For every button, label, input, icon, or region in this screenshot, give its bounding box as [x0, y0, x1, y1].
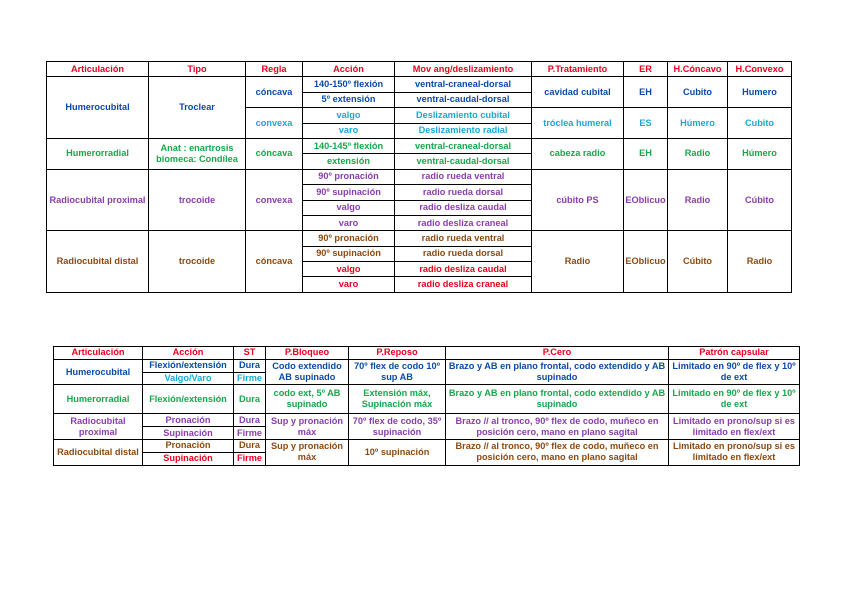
blocking-cell: Sup y pronación máx	[266, 414, 349, 440]
treatment-cell: Radio	[532, 231, 624, 293]
rule-cell: cóncava	[246, 138, 303, 169]
header-patron: Patrón capsular	[669, 347, 800, 360]
table-row	[47, 231, 792, 246]
st-cell: Firme	[234, 452, 266, 465]
header-bloqueo: P.Bloqueo	[266, 347, 349, 360]
action-cell: Supinación	[143, 452, 234, 465]
rest-cell: 70º flex de codo, 35º supinación	[349, 414, 446, 440]
joint-type-line: biomeca: Condílea	[156, 153, 238, 164]
er-cell: EH	[624, 77, 668, 108]
header-accion: Acción	[143, 347, 234, 360]
action-cell: valgo	[303, 262, 395, 277]
blocking-cell: Sup y pronación máx	[266, 439, 349, 465]
convex-cell: Cúbito	[728, 169, 792, 231]
action-cell: Pronación	[143, 414, 234, 427]
movement-cell: radio desliza caudal	[395, 262, 532, 277]
st-cell: Dura	[234, 385, 266, 414]
header-articulacion: Articulación	[54, 347, 143, 360]
er-cell: EH	[624, 138, 668, 169]
movement-cell: radio rueda dorsal	[395, 246, 532, 261]
treatment-cell: tróclea humeral	[532, 108, 624, 139]
concave-cell: Cubito	[668, 77, 728, 108]
joint-name: Radiocubital proximal	[47, 169, 149, 231]
header-reposo: P.Reposo	[349, 347, 446, 360]
movement-cell: ventral-craneal-dorsal	[395, 138, 532, 153]
rule-cell: cóncava	[246, 231, 303, 293]
treatment-cell: cavidad cubital	[532, 77, 624, 108]
st-cell: Dura	[234, 439, 266, 452]
er-cell: EOblicuo	[624, 169, 668, 231]
action-cell: varo	[303, 123, 395, 138]
concave-cell: Radio	[668, 169, 728, 231]
concave-cell: Húmero	[668, 108, 728, 139]
joint-type-line: Anat : enartrosis	[160, 142, 234, 153]
action-cell: varo	[303, 277, 395, 292]
convex-cell: Humero	[728, 77, 792, 108]
st-cell: Firme	[234, 372, 266, 385]
movement-cell: radio rueda ventral	[395, 231, 532, 246]
header-articulacion: Articulación	[47, 62, 149, 77]
table-row	[54, 385, 800, 414]
zero-cell: Brazo // al tronco, 90º flex de codo, muñeco en posición cero, mano en plano sagital	[446, 439, 669, 465]
st-cell: Dura	[234, 359, 266, 372]
action-cell: valgo	[303, 108, 395, 123]
joint-type	[149, 138, 246, 169]
table-joint-positions	[53, 346, 800, 466]
rule-cell: convexa	[246, 169, 303, 231]
movement-cell: radio desliza craneal	[395, 277, 532, 292]
header-tipo: Tipo	[149, 62, 246, 77]
joint-name: Humerocubital	[54, 359, 143, 385]
blocking-cell: Codo extendido AB supinado	[266, 359, 349, 385]
action-cell: 90º supinación	[303, 185, 395, 200]
table-arthrokinematics	[46, 61, 792, 293]
capsular-cell: Limitado en prono/sup si es limitado en flex/ext	[669, 439, 800, 465]
header-cero: P.Cero	[446, 347, 669, 360]
blocking-cell: codo ext, 5º AB supinado	[266, 385, 349, 414]
joint-type: trocoide	[149, 231, 246, 293]
action-cell: Valgo/Varo	[143, 372, 234, 385]
joint-name: Radiocubital distal	[47, 231, 149, 293]
table-row	[54, 414, 800, 427]
table-row	[47, 77, 792, 92]
joint-name: Radiocubital distal	[54, 439, 143, 465]
table-header-row	[54, 347, 800, 360]
rule-cell: cóncava	[246, 77, 303, 108]
joint-name: Humerorradial	[47, 138, 149, 169]
capsular-cell: Limitado en 90º de flex y 10º de ext	[669, 359, 800, 385]
header-st: ST	[234, 347, 266, 360]
action-cell: Pronación	[143, 439, 234, 452]
table-row	[47, 169, 792, 184]
rest-cell: 10º supinación	[349, 439, 446, 465]
movement-cell: ventral-caudal-dorsal	[395, 154, 532, 169]
table-row	[54, 439, 800, 452]
joint-type: trocoide	[149, 169, 246, 231]
action-cell: extensión	[303, 154, 395, 169]
table-row	[47, 138, 792, 153]
header-tratamiento: P.Tratamiento	[532, 62, 624, 77]
rest-cell: 70º flex de codo 10º sup AB	[349, 359, 446, 385]
action-cell: varo	[303, 215, 395, 230]
er-cell: EOblicuo	[624, 231, 668, 293]
header-accion: Acción	[303, 62, 395, 77]
capsular-cell: Limitado en 90º de flex y 10º de ext	[669, 385, 800, 414]
movement-cell: radio rueda ventral	[395, 169, 532, 184]
capsular-cell: Limitado en prono/sup si es limitado en flex/ext	[669, 414, 800, 440]
joint-type: Troclear	[149, 77, 246, 139]
header-concavo: H.Cóncavo	[668, 62, 728, 77]
action-cell: 90º pronación	[303, 169, 395, 184]
table-row	[54, 359, 800, 372]
movement-cell: radio rueda dorsal	[395, 185, 532, 200]
zero-cell: Brazo // al tronco, 90º flex de codo, muñeco en posición cero, mano en plano sagital	[446, 414, 669, 440]
action-cell: valgo	[303, 200, 395, 215]
convex-cell: Radio	[728, 231, 792, 293]
action-cell: 140-145º flexión	[303, 138, 395, 153]
convex-cell: Cubito	[728, 108, 792, 139]
rest-cell: Extensión máx, Supinación máx	[349, 385, 446, 414]
header-convexo: H.Convexo	[728, 62, 792, 77]
action-cell: Flexión/extensión	[143, 385, 234, 414]
movement-cell: Deslizamiento cubital	[395, 108, 532, 123]
header-regla: Regla	[246, 62, 303, 77]
movement-cell: ventral-caudal-dorsal	[395, 92, 532, 107]
joint-name: Humerocubital	[47, 77, 149, 139]
movement-cell: radio desliza craneal	[395, 215, 532, 230]
st-cell: Firme	[234, 427, 266, 440]
header-er: ER	[624, 62, 668, 77]
joint-name: Radiocubital proximal	[54, 414, 143, 440]
movement-cell: Deslizamiento radial	[395, 123, 532, 138]
action-cell: Supinación	[143, 427, 234, 440]
table-header-row	[47, 62, 792, 77]
zero-cell: Brazo y AB en plano frontal, codo extendido y AB supinado	[446, 359, 669, 385]
movement-cell: ventral-craneal-dorsal	[395, 77, 532, 92]
action-cell: 5º extensión	[303, 92, 395, 107]
action-cell: 140-150º flexión	[303, 77, 395, 92]
treatment-cell: cúbito PS	[532, 169, 624, 231]
rule-cell: convexa	[246, 108, 303, 139]
action-cell: 90º pronación	[303, 231, 395, 246]
movement-cell: radio desliza caudal	[395, 200, 532, 215]
treatment-cell: cabeza radio	[532, 138, 624, 169]
st-cell: Dura	[234, 414, 266, 427]
header-movimiento: Mov ang/deslizamiento	[395, 62, 532, 77]
concave-cell: Cúbito	[668, 231, 728, 293]
action-cell: 90º supinación	[303, 246, 395, 261]
er-cell: ES	[624, 108, 668, 139]
concave-cell: Radio	[668, 138, 728, 169]
zero-cell: Brazo y AB en plano frontal, codo extendido y AB supinado	[446, 385, 669, 414]
convex-cell: Húmero	[728, 138, 792, 169]
joint-name: Humerorradial	[54, 385, 143, 414]
action-cell: Flexión/extensión	[143, 359, 234, 372]
